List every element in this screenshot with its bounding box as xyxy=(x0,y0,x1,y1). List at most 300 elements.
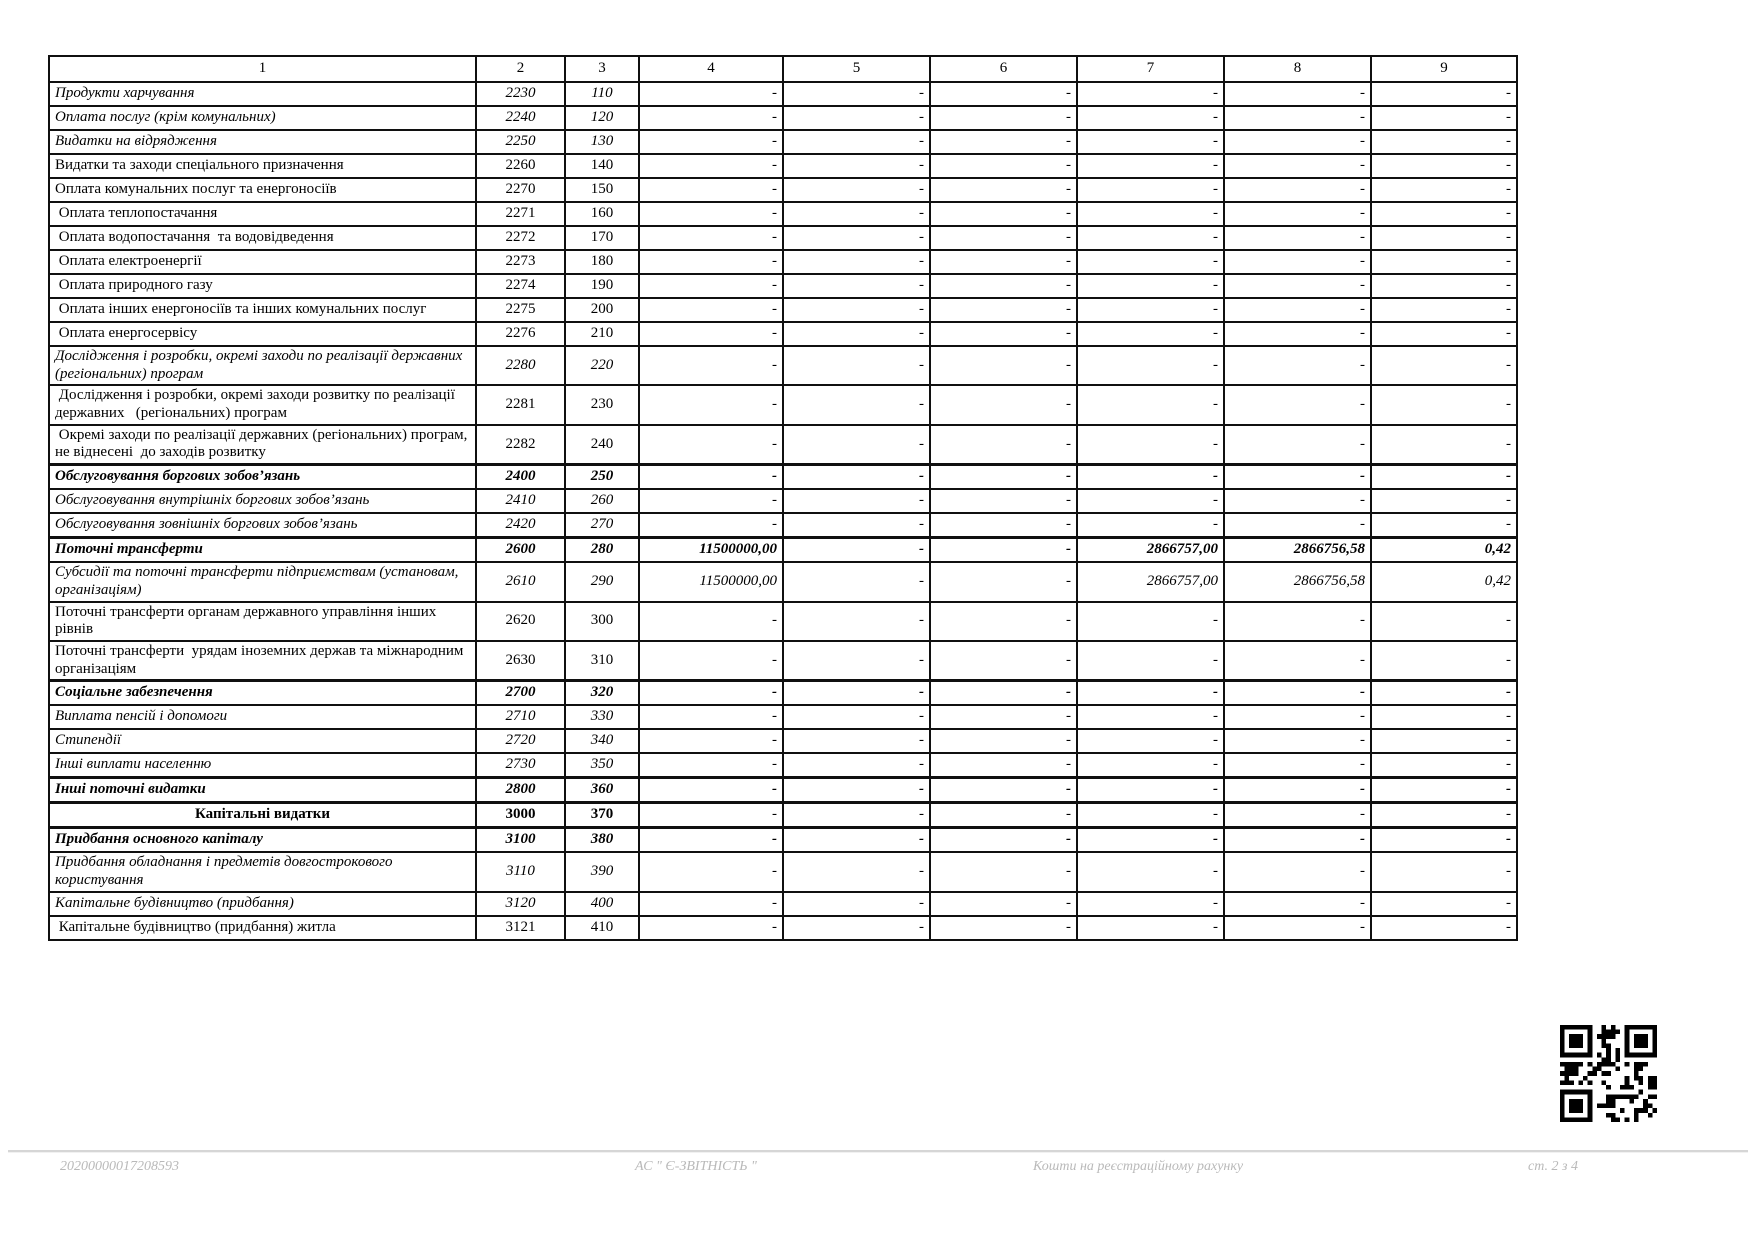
amount-cell: - xyxy=(1224,489,1371,513)
line-number-cell: 410 xyxy=(565,916,639,940)
expense-name-cell: Оплата енергосервісу xyxy=(49,322,476,346)
line-number-cell: 340 xyxy=(565,729,639,753)
table-row xyxy=(49,425,1517,465)
table-row xyxy=(49,753,1517,778)
kekv-code-cell: 2720 xyxy=(476,729,565,753)
amount-cell: - xyxy=(930,346,1077,385)
amount-cell: - xyxy=(1077,250,1224,274)
amount-cell: - xyxy=(783,202,930,226)
table-row xyxy=(49,513,1517,538)
amount-cell: - xyxy=(930,828,1077,853)
kekv-code-cell: 2600 xyxy=(476,538,565,563)
amount-cell: - xyxy=(1077,346,1224,385)
kekv-code-cell: 3100 xyxy=(476,828,565,853)
amount-cell: - xyxy=(1077,226,1224,250)
kekv-code-cell: 2274 xyxy=(476,274,565,298)
column-number-header: 9 xyxy=(1371,56,1517,82)
kekv-code-cell: 2230 xyxy=(476,82,565,106)
amount-cell: - xyxy=(930,513,1077,538)
kekv-code-cell: 2610 xyxy=(476,562,565,601)
amount-cell: - xyxy=(783,425,930,465)
amount-cell: - xyxy=(783,852,930,891)
amount-cell: - xyxy=(1224,753,1371,778)
amount-cell: - xyxy=(639,178,783,202)
amount-cell: - xyxy=(783,274,930,298)
kekv-code-cell: 2800 xyxy=(476,778,565,803)
amount-cell: - xyxy=(783,803,930,828)
expense-name-cell: Обслуговування внутрішніх боргових зобов’язань xyxy=(49,489,476,513)
amount-cell: - xyxy=(783,916,930,940)
expense-name-cell: Поточні трансферти урядам іноземних держав та міжнародним організаціям xyxy=(49,641,476,681)
expense-name-cell: Оплата електроенергії xyxy=(49,250,476,274)
amount-cell: - xyxy=(1371,892,1517,916)
line-number-cell: 120 xyxy=(565,106,639,130)
amount-cell: - xyxy=(639,385,783,424)
table-row xyxy=(49,562,1517,601)
amount-cell: - xyxy=(639,202,783,226)
amount-cell: - xyxy=(1224,681,1371,706)
amount-cell: - xyxy=(639,130,783,154)
kekv-code-cell: 2410 xyxy=(476,489,565,513)
amount-cell: - xyxy=(1224,916,1371,940)
amount-cell: - xyxy=(783,322,930,346)
amount-cell: - xyxy=(930,298,1077,322)
footer-divider xyxy=(8,1150,1748,1153)
amount-cell: - xyxy=(1371,106,1517,130)
amount-cell: - xyxy=(1077,753,1224,778)
amount-cell: - xyxy=(1077,602,1224,641)
amount-cell: - xyxy=(1371,82,1517,106)
expense-name-cell: Капітальне будівництво (придбання) xyxy=(49,892,476,916)
amount-cell: - xyxy=(1371,852,1517,891)
line-number-cell: 330 xyxy=(565,705,639,729)
amount-cell: - xyxy=(1077,106,1224,130)
column-number-header: 2 xyxy=(476,56,565,82)
table-row xyxy=(49,538,1517,563)
expense-name-cell: Стипендії xyxy=(49,729,476,753)
amount-cell: - xyxy=(639,828,783,853)
amount-cell: - xyxy=(1077,202,1224,226)
budget-expenses-table xyxy=(48,55,1518,941)
table-row xyxy=(49,729,1517,753)
amount-cell: - xyxy=(1371,178,1517,202)
amount-cell: - xyxy=(639,681,783,706)
amount-cell: - xyxy=(930,154,1077,178)
amount-cell: - xyxy=(783,641,930,681)
line-number-cell: 380 xyxy=(565,828,639,853)
kekv-code-cell: 2260 xyxy=(476,154,565,178)
table-row xyxy=(49,778,1517,803)
amount-cell: - xyxy=(639,602,783,641)
amount-cell: - xyxy=(1077,385,1224,424)
line-number-cell: 310 xyxy=(565,641,639,681)
amount-cell: - xyxy=(639,465,783,490)
expense-name-cell: Субсидії та поточні трансферти підприємствам (установам, організаціям) xyxy=(49,562,476,601)
table-row xyxy=(49,274,1517,298)
expense-name-cell: Інші виплати населенню xyxy=(49,753,476,778)
amount-cell: - xyxy=(639,346,783,385)
amount-cell: - xyxy=(1224,250,1371,274)
amount-cell: - xyxy=(783,154,930,178)
amount-cell: - xyxy=(783,753,930,778)
kekv-code-cell: 2240 xyxy=(476,106,565,130)
amount-cell: - xyxy=(1371,705,1517,729)
amount-cell: - xyxy=(1371,322,1517,346)
amount-cell: - xyxy=(783,538,930,563)
kekv-code-cell: 2275 xyxy=(476,298,565,322)
table-row xyxy=(49,130,1517,154)
amount-cell: - xyxy=(783,892,930,916)
amount-cell: - xyxy=(639,425,783,465)
amount-cell: - xyxy=(930,753,1077,778)
expense-name-cell: Соціальне забезпечення xyxy=(49,681,476,706)
amount-cell: - xyxy=(930,641,1077,681)
line-number-cell: 260 xyxy=(565,489,639,513)
amount-cell: - xyxy=(783,778,930,803)
line-number-cell: 180 xyxy=(565,250,639,274)
amount-cell: - xyxy=(639,154,783,178)
amount-cell: - xyxy=(930,274,1077,298)
expense-name-cell: Видатки та заходи спеціального призначення xyxy=(49,154,476,178)
table-row xyxy=(49,916,1517,940)
amount-cell: - xyxy=(1224,729,1371,753)
table-row xyxy=(49,892,1517,916)
expense-name-cell: Придбання основного капіталу xyxy=(49,828,476,853)
line-number-cell: 400 xyxy=(565,892,639,916)
expense-name-cell: Виплата пенсій і допомоги xyxy=(49,705,476,729)
amount-cell: - xyxy=(1224,852,1371,891)
line-number-cell: 160 xyxy=(565,202,639,226)
table-row xyxy=(49,828,1517,853)
amount-cell: - xyxy=(930,385,1077,424)
amount-cell: - xyxy=(1077,729,1224,753)
amount-cell: - xyxy=(930,202,1077,226)
amount-cell: - xyxy=(1077,489,1224,513)
amount-cell: - xyxy=(639,250,783,274)
amount-cell: - xyxy=(1224,602,1371,641)
expense-name-cell: Оплата послуг (крім комунальних) xyxy=(49,106,476,130)
line-number-cell: 230 xyxy=(565,385,639,424)
expense-name-cell: Оплата водопостачання та водовідведення xyxy=(49,226,476,250)
amount-cell: - xyxy=(783,106,930,130)
amount-cell: - xyxy=(1077,465,1224,490)
kekv-code-cell: 2730 xyxy=(476,753,565,778)
amount-cell: - xyxy=(930,602,1077,641)
column-number-header: 5 xyxy=(783,56,930,82)
amount-cell: - xyxy=(639,803,783,828)
amount-cell: 2866756,58 xyxy=(1224,562,1371,601)
amount-cell: - xyxy=(1224,322,1371,346)
amount-cell: - xyxy=(930,892,1077,916)
amount-cell: - xyxy=(930,322,1077,346)
line-number-cell: 220 xyxy=(565,346,639,385)
amount-cell: - xyxy=(1224,803,1371,828)
amount-cell: - xyxy=(1077,916,1224,940)
amount-cell: - xyxy=(1077,641,1224,681)
amount-cell: - xyxy=(930,778,1077,803)
line-number-cell: 390 xyxy=(565,852,639,891)
amount-cell: - xyxy=(1371,729,1517,753)
amount-cell: - xyxy=(1224,346,1371,385)
line-number-cell: 190 xyxy=(565,274,639,298)
amount-cell: - xyxy=(1077,803,1224,828)
amount-cell: - xyxy=(1371,753,1517,778)
amount-cell: - xyxy=(783,226,930,250)
amount-cell: - xyxy=(639,916,783,940)
amount-cell: - xyxy=(1371,298,1517,322)
line-number-cell: 300 xyxy=(565,602,639,641)
amount-cell: - xyxy=(1224,465,1371,490)
amount-cell: 11500000,00 xyxy=(639,562,783,601)
expense-name-cell: Оплата теплопостачання xyxy=(49,202,476,226)
amount-cell: - xyxy=(1371,346,1517,385)
table-row xyxy=(49,602,1517,641)
amount-cell: - xyxy=(1371,425,1517,465)
amount-cell: - xyxy=(930,538,1077,563)
amount-cell: 0,42 xyxy=(1371,538,1517,563)
amount-cell: - xyxy=(1224,298,1371,322)
amount-cell: - xyxy=(930,226,1077,250)
column-number-header: 8 xyxy=(1224,56,1371,82)
amount-cell: - xyxy=(783,489,930,513)
table-row xyxy=(49,82,1517,106)
amount-cell: - xyxy=(639,729,783,753)
line-number-cell: 280 xyxy=(565,538,639,563)
amount-cell: - xyxy=(639,705,783,729)
amount-cell: - xyxy=(1224,828,1371,853)
amount-cell: - xyxy=(783,178,930,202)
amount-cell: - xyxy=(930,705,1077,729)
amount-cell: - xyxy=(639,852,783,891)
amount-cell: - xyxy=(783,602,930,641)
amount-cell: - xyxy=(783,465,930,490)
line-number-cell: 240 xyxy=(565,425,639,465)
line-number-cell: 360 xyxy=(565,778,639,803)
line-number-cell: 370 xyxy=(565,803,639,828)
amount-cell: - xyxy=(1224,892,1371,916)
amount-cell: - xyxy=(1371,641,1517,681)
amount-cell: 2866757,00 xyxy=(1077,538,1224,563)
column-number-header: 4 xyxy=(639,56,783,82)
amount-cell: - xyxy=(639,226,783,250)
amount-cell: - xyxy=(1371,226,1517,250)
amount-cell: - xyxy=(930,465,1077,490)
amount-cell: - xyxy=(930,803,1077,828)
line-number-cell: 110 xyxy=(565,82,639,106)
kekv-code-cell: 2281 xyxy=(476,385,565,424)
kekv-code-cell: 2270 xyxy=(476,178,565,202)
amount-cell: - xyxy=(783,828,930,853)
amount-cell: - xyxy=(1077,425,1224,465)
column-number-header: 6 xyxy=(930,56,1077,82)
table-row xyxy=(49,202,1517,226)
expense-name-cell: Капітальне будівництво (придбання) житла xyxy=(49,916,476,940)
amount-cell: - xyxy=(1077,778,1224,803)
table-row xyxy=(49,465,1517,490)
amount-cell: - xyxy=(783,130,930,154)
kekv-code-cell: 3110 xyxy=(476,852,565,891)
kekv-code-cell: 2630 xyxy=(476,641,565,681)
kekv-code-cell: 2282 xyxy=(476,425,565,465)
line-number-cell: 250 xyxy=(565,465,639,490)
amount-cell: - xyxy=(1077,705,1224,729)
footer-section-title: Кошти на реєстраційному рахунку xyxy=(1033,1159,1244,1174)
table-row xyxy=(49,250,1517,274)
amount-cell: - xyxy=(930,852,1077,891)
amount-cell: - xyxy=(639,892,783,916)
amount-cell: - xyxy=(783,298,930,322)
amount-cell: 2866757,00 xyxy=(1077,562,1224,601)
table-body xyxy=(49,82,1517,940)
footer-document-id: 20200000017208593 xyxy=(60,1159,179,1174)
amount-cell: - xyxy=(1224,106,1371,130)
amount-cell: - xyxy=(639,513,783,538)
table-row xyxy=(49,803,1517,828)
amount-cell: - xyxy=(1371,274,1517,298)
amount-cell: - xyxy=(783,562,930,601)
line-number-cell: 130 xyxy=(565,130,639,154)
footer-system-name: АС " Є-ЗВІТНІСТЬ " xyxy=(635,1159,757,1174)
amount-cell: - xyxy=(1077,892,1224,916)
table-row xyxy=(49,226,1517,250)
amount-cell: - xyxy=(930,916,1077,940)
table-row xyxy=(49,178,1517,202)
expense-name-cell: Поточні трансферти органам державного управління інших рівнів xyxy=(49,602,476,641)
kekv-code-cell: 3000 xyxy=(476,803,565,828)
expense-name-cell: Придбання обладнання і предметів довгострокового користування xyxy=(49,852,476,891)
qr-code-image xyxy=(1560,1025,1657,1122)
amount-cell: 0,42 xyxy=(1371,562,1517,601)
amount-cell: - xyxy=(930,130,1077,154)
amount-cell: - xyxy=(639,82,783,106)
line-number-cell: 150 xyxy=(565,178,639,202)
amount-cell: - xyxy=(783,385,930,424)
table-row xyxy=(49,346,1517,385)
amount-cell: - xyxy=(1077,178,1224,202)
expense-name-cell: Дослідження і розробки, окремі заходи розвитку по реалізації державних (регіональних) програм xyxy=(49,385,476,424)
amount-cell: - xyxy=(1371,602,1517,641)
expense-name-cell: Окремі заходи по реалізації державних (регіональних) програм, не віднесені до заходів розвитку xyxy=(49,425,476,465)
kekv-code-cell: 2620 xyxy=(476,602,565,641)
amount-cell: - xyxy=(639,489,783,513)
expense-name-cell: Видатки на відрядження xyxy=(49,130,476,154)
amount-cell: - xyxy=(1371,681,1517,706)
amount-cell: - xyxy=(1077,322,1224,346)
table-row xyxy=(49,298,1517,322)
amount-cell: - xyxy=(639,274,783,298)
amount-cell: - xyxy=(639,778,783,803)
amount-cell: - xyxy=(930,178,1077,202)
amount-cell: - xyxy=(1077,828,1224,853)
kekv-code-cell: 2710 xyxy=(476,705,565,729)
table-row xyxy=(49,106,1517,130)
table-row xyxy=(49,681,1517,706)
amount-cell: - xyxy=(1224,82,1371,106)
kekv-code-cell: 3120 xyxy=(476,892,565,916)
amount-cell: 2866756,58 xyxy=(1224,538,1371,563)
amount-cell: - xyxy=(1371,130,1517,154)
amount-cell: - xyxy=(639,106,783,130)
amount-cell: - xyxy=(1224,274,1371,298)
table-row xyxy=(49,489,1517,513)
expense-name-cell: Дослідження і розробки, окремі заходи по реалізації державних (регіональних) програм xyxy=(49,346,476,385)
amount-cell: - xyxy=(639,641,783,681)
table-row xyxy=(49,852,1517,891)
amount-cell: - xyxy=(1224,178,1371,202)
kekv-code-cell: 3121 xyxy=(476,916,565,940)
column-number-header: 7 xyxy=(1077,56,1224,82)
table-row xyxy=(49,385,1517,424)
amount-cell: - xyxy=(639,322,783,346)
amount-cell: - xyxy=(1077,154,1224,178)
amount-cell: - xyxy=(1077,130,1224,154)
amount-cell: - xyxy=(1224,226,1371,250)
amount-cell: - xyxy=(930,681,1077,706)
kekv-code-cell: 2272 xyxy=(476,226,565,250)
expense-name-cell: Оплата природного газу xyxy=(49,274,476,298)
table-row xyxy=(49,641,1517,681)
kekv-code-cell: 2400 xyxy=(476,465,565,490)
amount-cell: - xyxy=(930,729,1077,753)
table-row xyxy=(49,154,1517,178)
amount-cell: - xyxy=(930,562,1077,601)
expense-name-cell: Обслуговування зовнішніх боргових зобов’язань xyxy=(49,513,476,538)
footer-page-number: ст. 2 з 4 xyxy=(1528,1159,1578,1174)
amount-cell: - xyxy=(1224,513,1371,538)
amount-cell: - xyxy=(930,489,1077,513)
amount-cell: - xyxy=(930,82,1077,106)
amount-cell: 11500000,00 xyxy=(639,538,783,563)
line-number-cell: 200 xyxy=(565,298,639,322)
line-number-cell: 170 xyxy=(565,226,639,250)
expense-name-cell: Обслуговування боргових зобов’язань xyxy=(49,465,476,490)
expense-name-cell: Продукти харчування xyxy=(49,82,476,106)
amount-cell: - xyxy=(930,106,1077,130)
kekv-code-cell: 2273 xyxy=(476,250,565,274)
amount-cell: - xyxy=(1224,778,1371,803)
amount-cell: - xyxy=(1371,465,1517,490)
column-number-header: 1 xyxy=(49,56,476,82)
amount-cell: - xyxy=(1224,641,1371,681)
kekv-code-cell: 2276 xyxy=(476,322,565,346)
amount-cell: - xyxy=(1371,202,1517,226)
kekv-code-cell: 2700 xyxy=(476,681,565,706)
amount-cell: - xyxy=(1371,154,1517,178)
amount-cell: - xyxy=(1224,385,1371,424)
line-number-cell: 350 xyxy=(565,753,639,778)
amount-cell: - xyxy=(1224,154,1371,178)
amount-cell: - xyxy=(639,298,783,322)
amount-cell: - xyxy=(783,346,930,385)
amount-cell: - xyxy=(1077,298,1224,322)
amount-cell: - xyxy=(783,82,930,106)
line-number-cell: 320 xyxy=(565,681,639,706)
expense-name-cell: Інші поточні видатки xyxy=(49,778,476,803)
amount-cell: - xyxy=(1371,250,1517,274)
amount-cell: - xyxy=(1224,202,1371,226)
amount-cell: - xyxy=(783,705,930,729)
amount-cell: - xyxy=(783,681,930,706)
amount-cell: - xyxy=(1371,778,1517,803)
kekv-code-cell: 2271 xyxy=(476,202,565,226)
column-number-header-row xyxy=(49,56,1517,82)
amount-cell: - xyxy=(1371,803,1517,828)
expense-name-cell: Поточні трансферти xyxy=(49,538,476,563)
amount-cell: - xyxy=(930,250,1077,274)
line-number-cell: 140 xyxy=(565,154,639,178)
amount-cell: - xyxy=(1371,828,1517,853)
table-row xyxy=(49,705,1517,729)
